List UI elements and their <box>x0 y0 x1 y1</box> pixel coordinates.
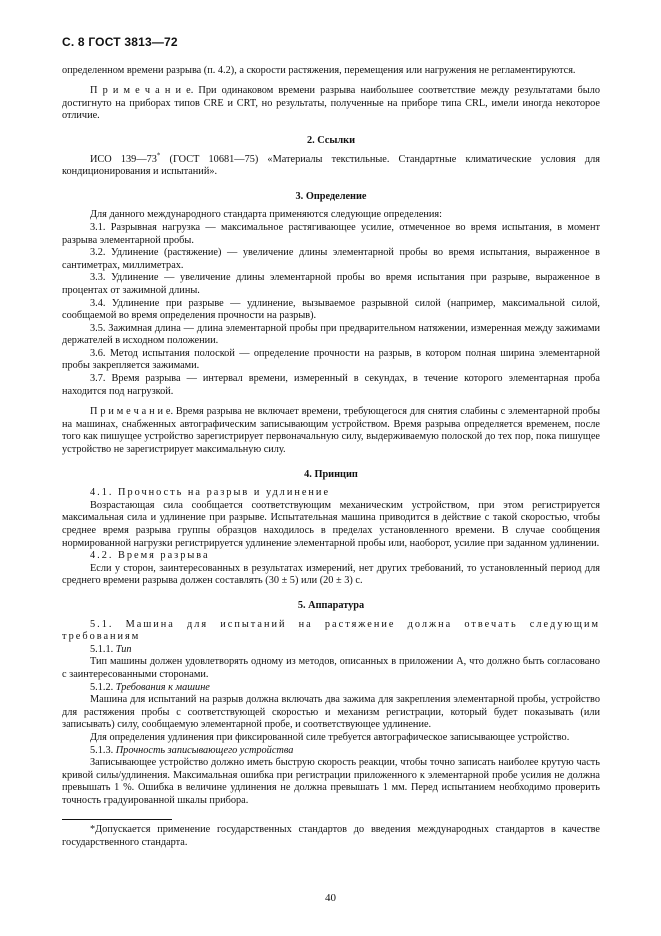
page-header: С. 8 ГОСТ 3813—72 <box>62 35 178 49</box>
subsection-4-1-text: Возрастающая сила сообщается соответствующим механическим устройством, при этом регистрируется максимальная сила и удлинение при разрыве. Испытательная машина приводится в действие с такой скоростью, чтобы среднее время разрыва группы образцов находилось в пределах установленного времени. В случае сообщения нормированной нагрузки регистрируется удлинение элементарной пробы или, наоборот, усилие при заданном удлинении. <box>62 499 600 549</box>
subsection-5-1-3-title: 5.1.3. Прочность записывающего устройства <box>90 744 294 756</box>
intro-paragraph: определенном времени разрыва (п. 4.2), а скорости растяжения, перемещения или нагружения не регламентируются. <box>62 64 576 76</box>
subsection-5-1-1-title: 5.1.1. Тип <box>90 643 132 655</box>
subsection-5-1-1-text: Тип машины должен удовлетворять одному из методов, описанных в приложении А, что должно быть согласовано с заинтересованными сторонами. <box>62 656 600 680</box>
subsection-4-2-title: 4.2. Время разрыва <box>90 550 210 562</box>
page-number: 40 <box>325 892 336 904</box>
definition-3-1: 3.1. Разрывная нагрузка — максимальное растягивающее усилие, отмеченное во время испытания, в момент разрыва элементарной пробы. <box>62 221 600 246</box>
intro-note: П р и м е ч а н и е. При одинаковом времени разрыва наибольшее соответствие между результатами было достигнуто на приборах типов CRE и CRT, но результаты, полученные на приборе типа CRL, имели иногда некоторое отличие. <box>62 85 600 122</box>
definition-3-3: 3.3. Удлинение — увеличение длины элементарной пробы во время испытания при разрыве, выраженное в процентах от зажимной длины. <box>62 272 600 296</box>
section-4-title: 4. Принцип <box>304 468 358 480</box>
subsection-5-1-2-text-a: Машина для испытаний на разрыв должна включать два зажима для закрепления элементарной пробы, устройство для растяжения пробы с соответствующей скоростью и механизм регистрации, который будет показывать (или записывать) силу, сообщаемую элементарной пробе, и соответствующее удлинение. <box>62 694 600 731</box>
section-2-text: ИСО 139—73* (ГОСТ 10681—75) «Материалы текстильные. Стандартные климатические условия для кондиционирования и испытаний». <box>62 151 600 178</box>
subsection-4-1-title: 4.1. Прочность на разрыв и удлинение <box>90 487 331 499</box>
subsection-5-1-title: 5.1. Машина для испытаний на растяжение должна отвечать следующим требованиям <box>62 618 600 643</box>
subsection-5-1-2-title: 5.1.2. Требования к машине <box>90 681 210 693</box>
definition-3-4: 3.4. Удлинение при разрыве — удлинение, вызываемое разрывной силой (например, максимальной силой, сообщаемой во время определения прочности на разрыв). <box>62 297 600 322</box>
section-5-title: 5. Аппаратура <box>297 599 365 611</box>
section-3-note: П р и м е ч а н и е. Время разрыва не включает времени, требующегося для снятия слабины с элементарной пробы на машинах, снабженных автографическим записывающим устройством. Время разрыва определяется временем, после того как пишущее устройство зарегистрирует первоначальную силу, выдерживаемую полоской до тех пор, пока пишущее устройство не зарегистрирует максимальную силу. <box>62 406 600 456</box>
definition-3-6: 3.6. Метод испытания полоской — определение прочности на разрыв, в котором полная ширина элементарной пробы закрепляется зажимами. <box>62 347 600 372</box>
footnote-marker: * <box>156 151 161 160</box>
document-page <box>62 36 600 850</box>
definition-3-5: 3.5. Зажимная длина — длина элементарной пробы при предварительном натяжении, измеренная между зажимами держателей в исходном положении. <box>62 322 600 347</box>
section-3-title: 3. Определение <box>295 190 367 202</box>
section-3-lead: Для данного международного стандарта применяются следующие определения: <box>90 209 443 221</box>
subsection-5-1-2-text-b: Для определения удлинения при фиксированной силе требуется автографическое записывающее устройство. <box>90 731 570 743</box>
footnote: *Допускается применение государственных стандартов до введения международных стандартов в качестве государственного стандарта. <box>62 824 600 849</box>
definition-3-2: 3.2. Удлинение (растяжение) — увеличение длины элементарной пробы во время испытания, выраженное в сантиметрах, миллиметрах. <box>62 247 600 271</box>
subsection-5-1-3-text: Записывающее устройство должно иметь быструю скорость реакции, чтобы точно записать наиболее крутую часть кривой силы/удлинения. Максимальная ошибка при регистрации приложенного к элементарной пробе усилия не должна превышать 1 %. Ошибка в величине удлинения не должна превышать 1 мм. Перед испытанием необходимо проверить точность градуированной шкалы прибора. <box>62 757 600 806</box>
definition-3-7: 3.7. Время разрыва — интервал времени, измеренный в секундах, в течение которого элементарная проба находится под нагрузкой. <box>62 373 600 397</box>
footnote-divider <box>62 819 172 820</box>
section-2-title: 2. Ссылки <box>306 134 356 146</box>
subsection-4-2-text: Если у сторон, заинтересованных в результатах измерений, нет других требований, то установленный период для среднего времени разрыва должен составлять (30 ± 5) или (20 ± 3) с. <box>62 562 600 587</box>
